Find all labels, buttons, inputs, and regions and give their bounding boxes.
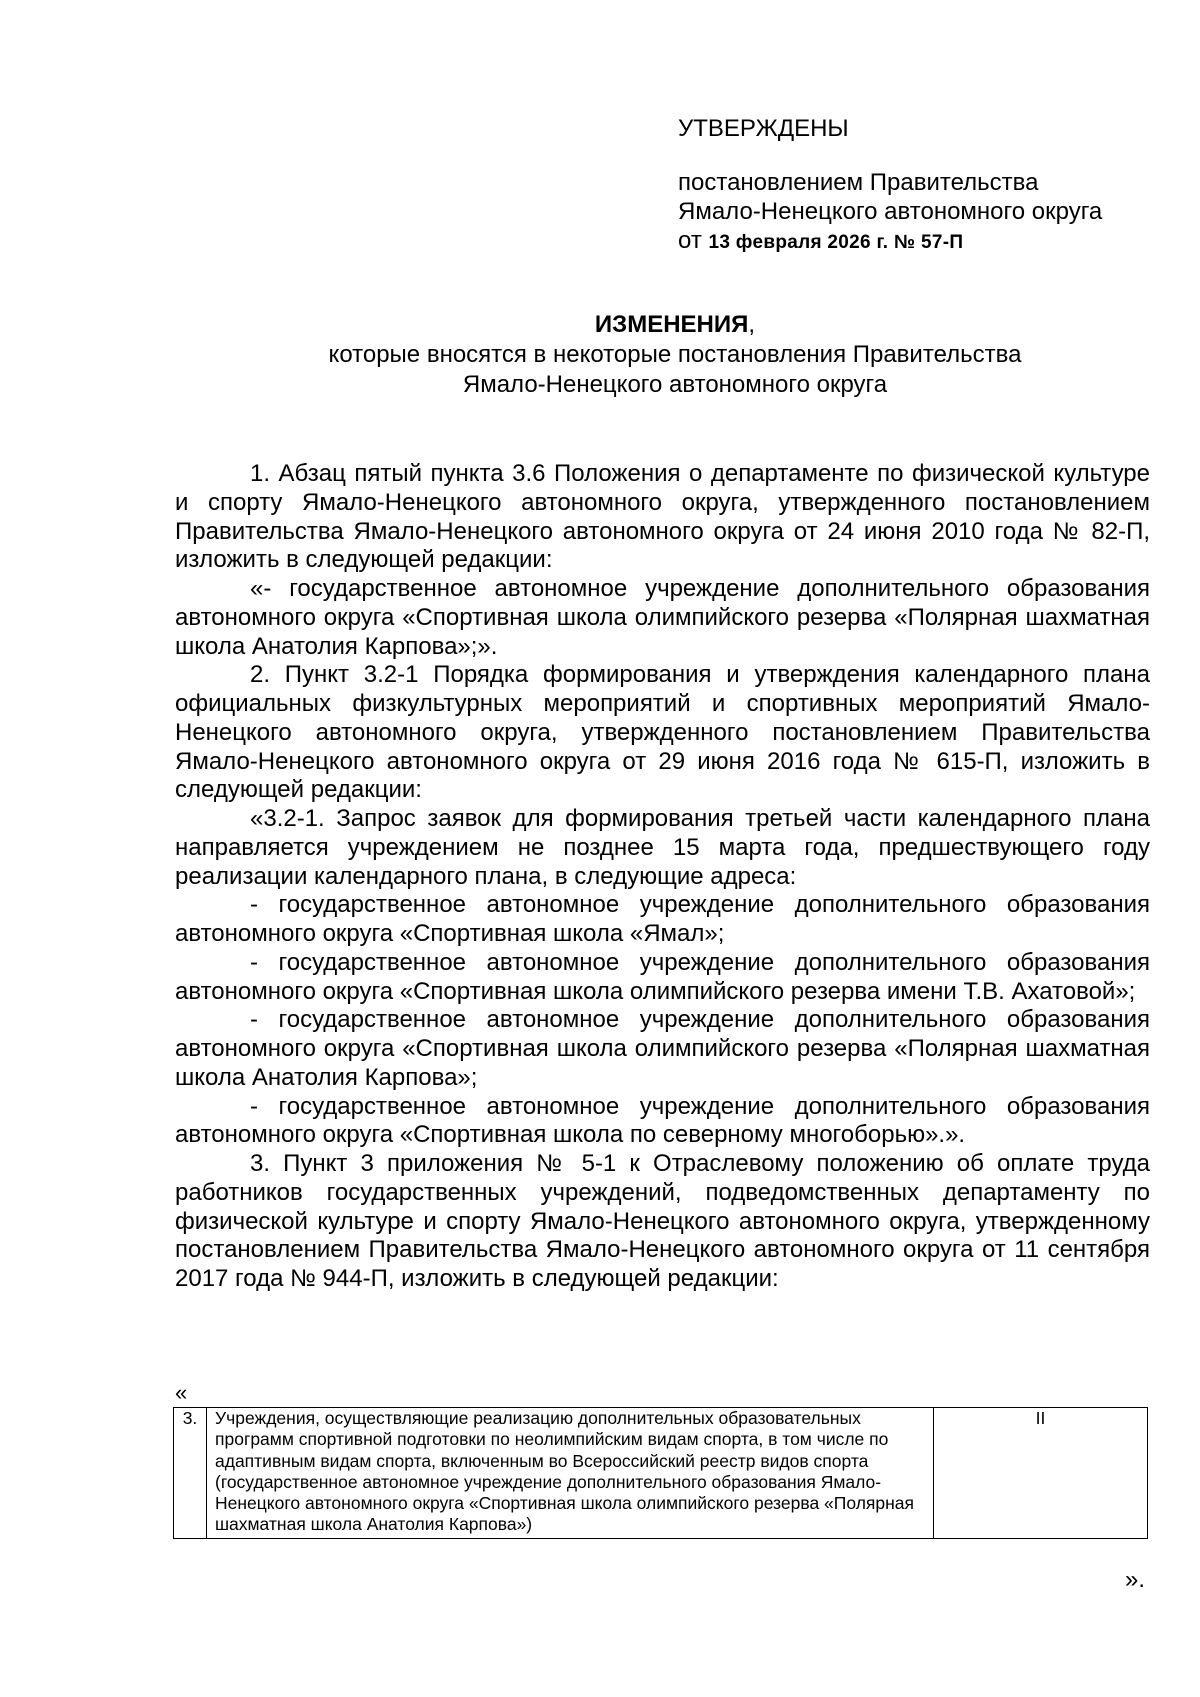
heading-title: ИЗМЕНЕНИЯ	[594, 311, 749, 338]
list-item-3: - государственное автономное учреждение дополнительного образования автономного округа «Спортивная школа олимпийского резерва «Полярная шахматная школа Анатолия Карпова»;	[175, 1006, 1150, 1091]
document-heading	[175, 310, 1175, 400]
approval-date-number: 13 февраля 2026 г. № 57-П	[708, 232, 964, 253]
table-cell-number: 3.	[174, 1408, 207, 1539]
approval-line-1: постановлением Правительства	[678, 169, 1039, 196]
approval-date	[678, 226, 1102, 257]
table-cell-description: Учреждения, осуществляющие реализацию дополнительных образовательных программ спортивной подготовки по неолимпийским видам спорта, в том числе по адаптивным видам спорта, включенным во Всероссийский реестр видов спорта (государственное автономное учреждение дополнительного образования Ямало-Ненецкого автономного округа «Спортивная школа олимпийского резерва «Полярная шахматная школа Анатолия Карпова»)	[207, 1408, 934, 1539]
table-cell-group: II	[934, 1408, 1148, 1539]
heading-title-comma: ,	[748, 311, 756, 338]
paragraph-2-quote: «3.2-1. Запрос заявок для формирования третьей части календарного плана направляется учреждением не позднее 15 марта года, предшествующего году реализации календарного плана, в следующие адреса:	[175, 805, 1150, 890]
approval-stamp	[678, 114, 1102, 257]
approval-date-prefix: от	[678, 227, 709, 254]
heading-subtitle-1: которые вносятся в некоторые постановления Правительства	[328, 341, 1022, 368]
heading-subtitle-2: Ямало-Ненецкого автономного округа	[462, 371, 888, 398]
list-item-1: - государственное автономное учреждение дополнительного образования автономного округа «Спортивная школа «Ямал»;	[175, 891, 1150, 947]
paragraph-1-quote: «- государственное автономное учреждение дополнительного образования автономного округа «Спортивная школа олимпийского резерва «Полярная шахматная школа Анатолия Карпова»;».	[175, 575, 1150, 660]
approval-title: УТВЕРЖДЕНЫ	[678, 115, 849, 142]
paragraph-2: 2. Пункт 3.2-1 Порядка формирования и утверждения календарного плана официальных физкультурных мероприятий и спортивных мероприятий Ямало-Ненецкого автономного округа, утвержденного постановлением Правительства Ямало-Ненецкого автономного округа от 29 июня 2016 года № 615-П, изложить в следующей редакции:	[175, 661, 1150, 804]
paragraph-3: 3. Пункт 3 приложения № 5-1 к Отраслевому положению об оплате труда работников государственных учреждений, подведомственных департаменту по физической культуре и спорту Ямало-Ненецкого автономного округа, утвержденному постановлением Правительства Ямало-Ненецкого автономного округа от 11 сентября 2017 года № 944-П, изложить в следующей редакции:	[175, 1150, 1150, 1292]
document-body	[175, 460, 1150, 1294]
table-row	[174, 1408, 1148, 1539]
list-item-2: - государственное автономное учреждение дополнительного образования автономного округа «Спортивная школа олимпийского резерва имени Т.В. Ахатовой»;	[175, 948, 1150, 1005]
list-item-4: - государственное автономное учреждение дополнительного образования автономного округа «Спортивная школа по северному многоборью».».	[175, 1092, 1150, 1149]
heading-title-line	[175, 310, 1175, 340]
paragraph-1: 1. Абзац пятый пункта 3.6 Положения о департаменте по физической культуре и спорту Ямало-Ненецкого автономного округа, утвержденного постановлением Правительства Ямало-Ненецкого автономного округа от 24 июня 2010 года № 82-П, изложить в следующей редакции:	[175, 460, 1150, 574]
quote-close-mark: ».	[1125, 1566, 1146, 1593]
approval-line-2: Ямало-Ненецкого автономного округа	[678, 198, 1103, 225]
quote-open-mark: «	[175, 1380, 188, 1405]
amendment-table	[173, 1407, 1148, 1539]
